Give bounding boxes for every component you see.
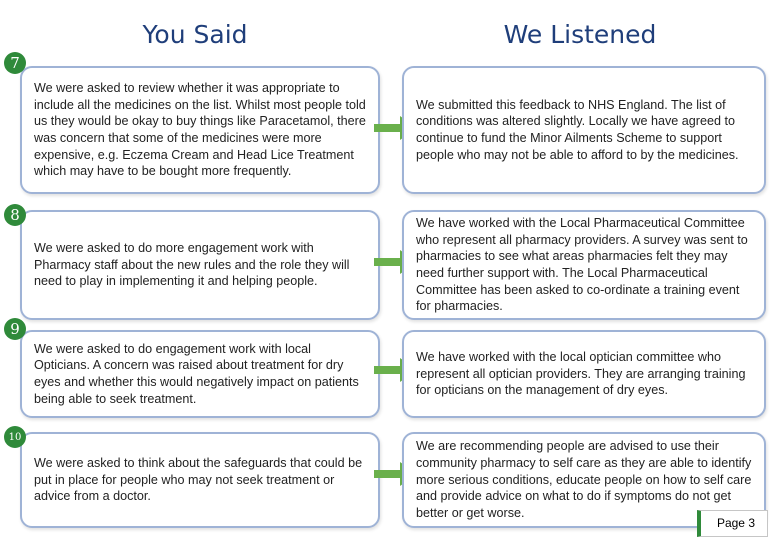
heading-you-said: You Said (142, 20, 248, 49)
we-listened-text-7: We submitted this feedback to NHS England. The list of conditions was altered slightly. Locally we have agreed to continue to fund the Minor Ailments Scheme to support people who may not be able to afford to by the medicines. (416, 97, 739, 162)
we-listened-text-8: We have worked with the Local Pharmaceutical Committee who represent all pharmacy providers. A survey was sent to pharmacies to see what areas pharmacies felt they may need further support with. The Local Pharmaceutical Committee has been asked to co-ordinate a training event for pharmacies. (416, 215, 748, 314)
row-number-9: 9 (4, 318, 26, 340)
we-listened-text-10: We are recommending people are advised to use their community pharmacy to self care as they are able to identify more serious conditions, educate people on how to self care and provide advice on what to do if symptoms do not get better or get worse. (416, 439, 752, 521)
you-said-text-10: We were asked to think about the safeguards that could be put in place for people who may not seek treatment or advice from a doctor. (34, 455, 363, 504)
we-listened-text-9: We have worked with the local optician committee who represent all optician providers. They are arranging training for opticians on the management of dry eyes. (416, 349, 746, 398)
you-said-card-7 (20, 66, 380, 194)
page-number: Page 3 (697, 510, 768, 537)
you-said-text-9: We were asked to do engagement work with local Opticians. A concern was raised about treatment for dry eyes and whether this would negatively impact on patients being able to seek treatment. (34, 341, 359, 406)
row-number-10: 10 (4, 426, 26, 448)
you-said-card-10 (20, 432, 380, 528)
heading-we-listened: We Listened (503, 20, 657, 49)
you-said-text-7: We were asked to review whether it was appropriate to include all the medicines on the list. Whilst most people told us they would be okay to buy things like Paracetamol, there was concern that some of the medicines were more expensive, e.g. Eczema Cream and Head Lice Treatment which may have to be bought more frequently. (34, 80, 366, 179)
row-number-7: 7 (4, 52, 26, 74)
you-said-card-9 (20, 330, 380, 418)
we-listened-card-9 (402, 330, 766, 418)
we-listened-card-7 (402, 66, 766, 194)
you-said-card-8 (20, 210, 380, 320)
you-said-text-8: We were asked to do more engagement work with Pharmacy staff about the new rules and the role they will need to play in implementing it and helping people. (34, 240, 350, 289)
we-listened-card-8 (402, 210, 766, 320)
row-number-8: 8 (4, 204, 26, 226)
